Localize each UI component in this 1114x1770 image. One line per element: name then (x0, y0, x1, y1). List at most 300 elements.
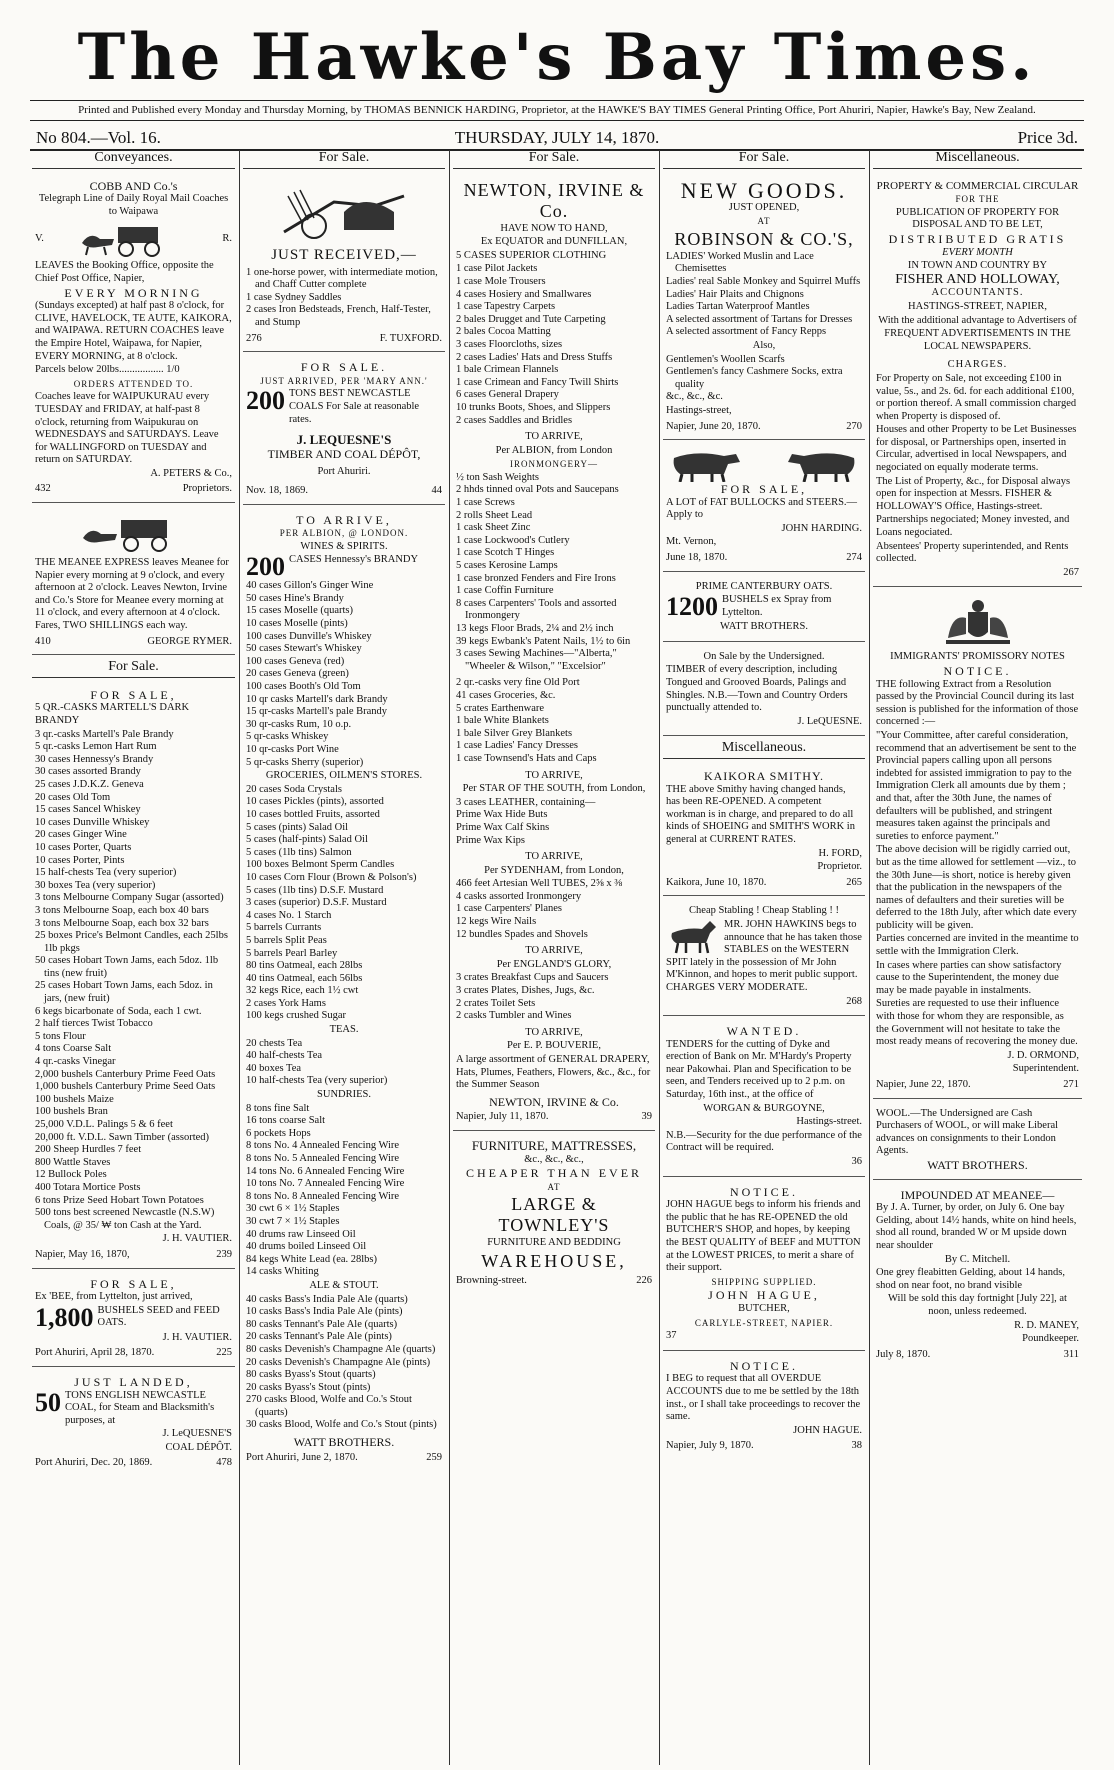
cobb-coaches-ad (32, 175, 235, 503)
list-item: 40 tins Oatmeal, each 56lbs (246, 972, 363, 984)
list-item: 30 casks Blood, Wolfe and Co.'s Stout (pints) (246, 1419, 437, 1431)
ad-subtitle: PER ALBION, @ LONDON. (279, 528, 409, 539)
list-item: 1 case Carpenters' Planes (456, 903, 562, 915)
list-item: 1 case Tapestry Carpets (456, 301, 556, 313)
list-item: 400 Totara Mortice Posts (35, 1181, 141, 1193)
column-divider (869, 150, 870, 1765)
bullock-icon (782, 448, 862, 482)
ad-body: JOHN HAGUE begs to inform his friends and the public that he has RE-OPENED the old BUTCHER'S SHOP, and hopes, by keeping the BEST QUALITY of BEEF and MUTTON at the LOWEST PRICES, to merit a share of their support. (666, 1199, 861, 1274)
ad-place: Hastings-street. (796, 1116, 862, 1128)
list-item: 30 qr-casks Rum, 10 o.p. (246, 718, 352, 730)
ad-number: 36 (851, 1156, 862, 1168)
list-item: 2 cases Iron Bedsteads, French, Half-Tester, and Stump (246, 304, 431, 328)
list-item: 39 kegs Ewbank's Patent Nails, 1½ to 6in (456, 635, 631, 647)
ad-note: SHIPPING SUPPLIED. (711, 1276, 817, 1287)
list-item: 10 cases Dunville Whiskey (35, 816, 150, 828)
ad-title: FOR SALE. (300, 360, 388, 375)
list-heading: TO ARRIVE, (525, 769, 583, 781)
bullock-icon (666, 448, 746, 482)
ad-firm-line: ACCOUNTANTS. (931, 287, 1024, 299)
list-item: 20 chests Tea (246, 1037, 303, 1049)
ad-subtitle: &c., &c., &c., (524, 1153, 584, 1165)
big-number: 200 (246, 552, 285, 582)
ad-title: KAIKORA SMITHY. (703, 769, 825, 783)
list-item: 10 cases Porter, Quarts (35, 841, 132, 853)
item-list (666, 354, 862, 404)
stagecoach-icon (79, 514, 189, 554)
ad-signature: R. D. MANEY, (1014, 1319, 1079, 1331)
list-item: 40 casks Bass's India Pale Ale (quarts) (246, 1293, 408, 1305)
ad-dateline: Nov. 18, 1869. (246, 484, 309, 496)
list-item: 3 cases Floorcloths, sizes (456, 338, 563, 350)
list-item: 30 boxes Tea (very superior) (35, 879, 156, 891)
stagecoach-icon (78, 219, 188, 259)
list-item: Prime Wax Calf Skins (456, 821, 550, 833)
ad-role: Proprietor. (817, 861, 862, 873)
ad-number: 37 (666, 1330, 677, 1342)
list-item: 2 casks Tumbler and Wines (456, 1010, 572, 1022)
ad-lead: 5 QR.-CASKS MARTELL'S DARK BRANDY (35, 702, 190, 726)
column-divider (449, 150, 450, 1765)
wool-ad (873, 1103, 1082, 1180)
column-1 (32, 150, 235, 1765)
imprint-line: Printed and Published every Monday and Thursday Morning, by THOMAS BENNICK HARDING, Proprietor, at the HAWKE'S BAY TIMES General Printing Office, Port Ahuriri, Napier, Hawke's Bay, New Zealand. (78, 104, 1036, 116)
ad-number: 478 (216, 1457, 232, 1469)
issue-number: No 804.—Vol. 16. (36, 128, 161, 147)
list-item: 50 cases Stewart's Whiskey (246, 643, 362, 655)
list-item: Ladies' real Sable Monkey and Squirrel Muffs (666, 275, 861, 287)
coach-cut (35, 219, 232, 259)
section-header: For Sale. (32, 659, 235, 678)
list-item: 1 case Sydney Saddles (246, 291, 342, 303)
list-item: 8 tons No. 4 Annealed Fencing Wire (246, 1140, 400, 1152)
ad-number: 226 (636, 1274, 652, 1286)
list-item: 50 cases Hine's Brandy (246, 592, 344, 604)
list-item: 80 casks Tennant's Pale Ale (quarts) (246, 1318, 398, 1330)
ad-signature: NEWTON, IRVINE & Co. (489, 1094, 619, 1109)
list-item: 30 cwt 6 × 1½ Staples (246, 1203, 340, 1215)
list-item: 4 cases No. 1 Starch (246, 909, 332, 921)
list-item: 1 bale White Blankets (456, 715, 549, 727)
ad-number: 432 (35, 483, 51, 495)
list-item: 2 cases Saddles and Bridles (456, 414, 573, 426)
section-header: Miscellaneous. (663, 740, 865, 759)
list-item: 466 feet Artesian Well TUBES, 2⅝ x ⅜ (456, 878, 623, 890)
list-item: 5 crates Earthenware (456, 702, 545, 714)
list-item: 500 tons best screened Newcastle (N.S.W) Coals, @ 35/ ₩ ton Cash at the Yard. (35, 1207, 215, 1231)
list-item: 100 cases Geneva (red) (246, 655, 345, 667)
ad-dateline: June 18, 1870. (666, 552, 728, 564)
ad-title: PRIME CANTERBURY OATS. (695, 580, 833, 592)
list-item: 2 bales Cocoa Matting (456, 326, 551, 338)
newton-irvine-ad (453, 175, 655, 1131)
ad-place: Port Ahuriri. (317, 466, 371, 478)
section-header: For Sale. (453, 150, 655, 169)
list-item: 20 casks Devenish's Champagne Ale (pints) (246, 1356, 431, 1368)
ad-signature: WATT BROTHERS. (720, 621, 808, 633)
ad-lead: CASES Hennessy's BRANDY (289, 554, 419, 566)
just-landed-ad (32, 1371, 235, 1476)
ad-signature: JOHN HAGUE, (708, 1288, 820, 1303)
list-item: A selected assortment of Tartans for Dresses (666, 313, 853, 325)
list-item: 1 bale Crimean Flannels (456, 364, 559, 376)
column-3 (453, 150, 655, 1765)
ad-title: On Sale by the Undersigned. (703, 650, 825, 662)
list-item: 2 half tierces Twist Tobacco (35, 1018, 153, 1030)
list-item: 5 cases (pints) Salad Oil (246, 821, 349, 833)
list-item: 1 case Scotch T Hinges (456, 547, 555, 559)
list-item: A selected assortment of Fancy Repps (666, 326, 827, 338)
list-item: 10 tons No. 7 Annealed Fencing Wire (246, 1178, 405, 1190)
item-list (246, 1294, 442, 1433)
list-item: 5 barrels Pearl Barley (246, 947, 338, 959)
list-item: 20 casks Byass's Stout (pints) (246, 1381, 371, 1393)
list-subheading: Per SYDENHAM, from London, (484, 864, 624, 876)
column-divider (239, 150, 240, 1765)
list-item: THE following Extract from a Resolution passed by the Provincial Council during its last session is published for the information of those concerned :— (876, 678, 1079, 728)
list-heading: TO ARRIVE, (525, 945, 583, 957)
big-number: 50 (35, 1387, 61, 1417)
list-item: Partnerships negociated; Money invested, and Loans negociated. (876, 514, 1070, 539)
list-item: 6 cases General Drapery (456, 389, 559, 401)
ad-title: Cheap Stabling ! Cheap Stabling ! ! (689, 905, 839, 917)
list-item: 20 casks Tennant's Pale Ale (pints) (246, 1331, 392, 1343)
list-heading: GROCERIES, OILMEN'S STORES. (265, 770, 423, 782)
list-item: 2 rolls Sheet Lead (456, 509, 533, 521)
ad-dateline: Napier, May 16, 1870, (35, 1248, 130, 1260)
list-item: 30 cases Hennessy's Brandy (35, 753, 154, 765)
list-heading: ALE & STOUT. (309, 1279, 379, 1291)
list-item: 5 qr-casks Whiskey (246, 731, 329, 743)
list-item: 80 casks Devenish's Champagne Ale (quarts) (246, 1343, 436, 1355)
lequesne-coal-ad (243, 356, 445, 504)
ad-note: Also, (752, 339, 776, 351)
ad-number: 410 (35, 635, 51, 647)
ad-firm-line: TIMBER AND COAL DÉPÔT, (267, 446, 421, 461)
list-item: 3 cases (superior) D.S.F. Mustard (246, 897, 387, 909)
big-number: 200 (246, 386, 285, 416)
ad-signature: J. D. ORMOND, (1007, 1049, 1079, 1061)
item-list (246, 267, 442, 330)
item-list (246, 784, 442, 1023)
list-item: Prime Wax Hide Buts (456, 809, 548, 821)
ad-signature: A. PETERS & Co., (150, 467, 232, 479)
ad-dateline: Port Ahuriri, June 2, 1870. (246, 1451, 358, 1463)
ad-body: A large assortment of GENERAL DRAPERY, Hats, Plumes, Feathers, Flowers, &c., &c., for the Summer Season (456, 1054, 651, 1091)
list-item: 2 qr.-casks very fine Old Port (456, 677, 580, 689)
section-header: For Sale. (663, 150, 865, 169)
ad-title: TO ARRIVE, (296, 512, 392, 527)
ad-note: AT (757, 216, 771, 227)
ad-number: 239 (216, 1248, 232, 1260)
ad-signature: WATT BROTHERS. (927, 1157, 1028, 1172)
ad-place: CARLYLE-STREET, NAPIER. (694, 1317, 834, 1328)
list-item: 12 Bullock Poles (35, 1169, 107, 1181)
bee-oats-ad (32, 1273, 235, 1367)
section-header: Miscellaneous. (873, 150, 1082, 169)
ad-body: LEAVES the Booking Office, opposite the Chief Post Office, Napier, (35, 260, 214, 284)
list-item: Ladies' Hair Plaits and Chignons (666, 288, 804, 300)
ad-subtitle: IN TOWN AND COUNTRY BY (907, 260, 1048, 272)
list-item: The above decision will be rigidly carried out, but as the time allowed for settlement —viz., to the 30th June—is short, notice is hereby given that the publication in the newspapers of the names of defaulters and their sureties will be deferred to the 18th July, after which date every publicity will be given. (876, 844, 1077, 931)
ad-dateline: Napier, July 9, 1870. (666, 1440, 754, 1452)
list-item: 20,000 ft. V.D.L. Sawn Timber (assorted) (35, 1131, 210, 1143)
ad-body: THE MEANEE EXPRESS leaves Meanee for Napier every morning at 9 o'clock, and every afternoon at 2 o'clock. Leaves Newton, Irvine and Co.'s Store for Meanee every morning at 11 o'clock, and every afternoon at 4 o'clock. Fares, TWO SHILLINGS each way. (35, 557, 229, 632)
ad-lead: Ex 'BEE, from Lyttelton, just arrived, (35, 1291, 193, 1303)
item-list (456, 677, 652, 765)
item-list (666, 251, 862, 339)
ad-body: MR. JOHN HAWKINS begs to announce that he has taken those STABLES on the WESTERN SPIT lately in the possession of Mr John M'Kinnon, and hopes to merit public support. CHARGES VERY MODERATE. (666, 918, 862, 993)
ad-dateline: Napier, June 20, 1870. (666, 420, 761, 432)
wanted-ad (663, 1020, 865, 1177)
list-item: 25,000 V.D.L. Palings 5 & 6 feet (35, 1119, 173, 1130)
item-list (456, 263, 652, 427)
list-item: 1 case Pilot Jackets (456, 263, 538, 275)
list-item: 2 bales Drugget and Tute Carpeting (456, 313, 606, 325)
ad-title: NOTICE. (730, 1184, 798, 1199)
list-item: 20 cases Geneva (green) (246, 668, 349, 680)
ad-number: 39 (641, 1111, 652, 1123)
meanee-express-ad (32, 507, 235, 655)
ad-role: Superintendent. (1012, 1063, 1079, 1075)
ad-number: 44 (431, 484, 442, 496)
item-list (246, 1103, 442, 1279)
masthead-rule (30, 100, 1084, 101)
ad-role: Poundkeeper. (1022, 1333, 1079, 1345)
list-item: 5 barrels Split Peas (246, 934, 327, 946)
reaping-machine-icon (274, 182, 414, 242)
ad-emphasis: FREQUENT ADVERTISEMENTS IN THE LOCAL NEWSPAPERS. (884, 328, 1071, 352)
newspaper-title: The Hawke's Bay Times. (77, 20, 1037, 95)
list-heading: TEAS. (329, 1024, 359, 1036)
list-item: 1 case Crimean and Fancy Twill Shirts (456, 376, 619, 388)
list-item: 5 cases (1lb tins) Salmon (246, 846, 352, 858)
dateline (30, 126, 1084, 150)
ad-body: Coaches leave for WAIPUKURAU every TUESDAY and FRIDAY, at half-past 8 o'clock, returning from Waipukurau on WEDNESDAYS and SATURDAYS. Leave for WALLINGFORD on TUESDAY and return on SATURDAY. (35, 391, 219, 466)
list-item: 4 casks assorted Ironmongery (456, 890, 582, 902)
ad-signature: J. H. VAUTIER. (162, 1331, 232, 1343)
list-item: 1,000 bushels Canterbury Prime Seed Oats (35, 1081, 216, 1093)
list-item: 20 cases Ginger Wine (35, 829, 127, 841)
ad-place: HASTINGS-STREET, NAPIER, (908, 300, 1047, 312)
list-item: 10 cases Corn Flour (Brown & Polson's) (246, 871, 417, 883)
list-item: The List of Property, &c., for Disposal always open for inspection at Messrs. FISHER & HOLLOWAY'S Office, Hastings-street. (876, 475, 1071, 512)
timber-ad (663, 646, 865, 737)
column-5 (873, 150, 1082, 1765)
list-item: 5 cases (1lb tins) D.S.F. Mustard (246, 884, 384, 896)
list-item: 80 casks Byass's Stout (quarts) (246, 1369, 376, 1381)
list-item: 10 qr casks Martell's dark Brandy (246, 693, 388, 705)
list-item: 100 bushels Bran (35, 1106, 108, 1118)
item-list (456, 797, 652, 847)
ad-number: 259 (426, 1451, 442, 1463)
issue-date: THURSDAY, JULY 14, 1870. (454, 128, 660, 147)
list-item: 1 case Screws (456, 497, 515, 509)
list-item: 1 case Townsend's Hats and Caps (456, 752, 597, 764)
list-item: 30 cases assorted Brandy (35, 766, 141, 778)
list-item: 3 crates Plates, Dishes, Jugs, &c. (456, 985, 595, 997)
ad-firm-line: WAREHOUSE, (481, 1250, 627, 1271)
ad-title: JUST RECEIVED,— (271, 246, 417, 263)
ad-body: Will be sold this day fortnight [July 22], at noon, unless redeemed. (888, 1293, 1067, 1317)
list-item: 5 qr.-casks Lemon Hart Rum (35, 741, 157, 753)
ad-subtitle: NOTICE. (943, 664, 1012, 678)
ad-title: COBB AND Co.'s (89, 178, 178, 193)
list-item: 10 trunks Boots, Shoes, and Slippers (456, 401, 611, 413)
ad-body: TIMBER of every description, including Tongued and Grooved Boards, Palings and Shingles. N.B.—Town and Country Orders punctually attended to. (666, 664, 848, 714)
list-item: 10 cases bottled Fruits, assorted (246, 808, 380, 820)
ad-number: 311 (1063, 1348, 1079, 1360)
ad-signature: H. FORD, (818, 847, 862, 859)
list-item: 200 Sheep Hurdles 7 feet (35, 1144, 142, 1156)
impounded-ad (873, 1184, 1082, 1368)
list-item: 5 cases Kerosine Lamps (456, 560, 558, 572)
list-item: 12 bundles Spades and Shovels (456, 928, 588, 940)
list-item: 100 boxes Belmont Sperm Candles (246, 859, 395, 871)
list-item: 100 bushels Maize (35, 1093, 114, 1105)
ad-title: IMPOUNDED AT MEANEE— (900, 1187, 1055, 1202)
list-item: Parties concerned are invited in the meantime to settle with the Immigration Clerk. (876, 933, 1079, 958)
list-subheading: Per E. P. BOUVERIE, (507, 1040, 601, 1052)
list-item: Gentlemen's fancy Cashmere Socks, extra quality (666, 366, 843, 390)
ad-signature: JOHN HAGUE. (793, 1424, 862, 1436)
ad-dateline: Port Ahuriri, April 28, 1870. (35, 1347, 155, 1359)
issue-price: Price 3d. (1017, 128, 1078, 147)
ad-subtitle: JUST ARRIVED, PER 'MARY ANN.' (260, 375, 428, 386)
list-item: 40 half-chests Tea (246, 1050, 323, 1062)
ad-body: BUSHELS ex Spray from Lyttelton. (722, 594, 832, 618)
ad-signature: WATT BROTHERS. (293, 1435, 395, 1450)
list-item: 8 cases Carpenters' Tools and assorted Ironmongery (456, 597, 617, 622)
list-item: 2 cases York Hams (246, 997, 326, 1009)
coach-cut-left-initial: V. (35, 233, 44, 245)
list-item: 1 case Lockwood's Cutlery (456, 534, 570, 546)
list-item: 8 tons No. 5 Annealed Fencing Wire (246, 1153, 400, 1164)
list-item: 20 cases Soda Crystals (246, 783, 342, 795)
big-number: 1200 (666, 592, 718, 622)
list-item: 8 tons No. 8 Annealed Fencing Wire (246, 1190, 400, 1202)
list-item: 3 tons Melbourne Company Sugar (assorted) (35, 892, 224, 904)
watt-brothers-ad (243, 509, 445, 1471)
list-item: 40 cases Gillon's Ginger Wine (246, 580, 374, 592)
overdue-accounts-ad (663, 1355, 865, 1459)
list-item: 6 pockets Hops (246, 1127, 311, 1139)
list-item: 800 Wattle Staves (35, 1156, 111, 1168)
big-number: 1,800 (35, 1302, 94, 1332)
ad-place: Mt. Vernon, (666, 536, 717, 548)
butcher-notice-ad (663, 1181, 865, 1351)
ad-number: 38 (851, 1440, 862, 1452)
ad-body: With the additional advantage to Advertisers of (878, 314, 1077, 326)
large-townley-ad (453, 1135, 655, 1294)
list-item: 3 tons Melbourne Soap, each box 40 bars (35, 904, 209, 916)
list-item: 10 cases Porter, Pints (35, 854, 125, 866)
ad-title: NEWTON, IRVINE & Co. (463, 179, 645, 221)
ad-note: ORDERS ATTENDED TO. (73, 378, 194, 389)
ad-body: TONS BEST NEWCASTLE COALS For Sale at reasonable rates. (289, 388, 420, 425)
list-item: 13 kegs Floor Brads, 2¼ and 2½ inch (456, 623, 614, 634)
canterbury-oats-ad (663, 576, 865, 642)
list-item: 1 case Mole Trousers (456, 275, 546, 287)
paragraph-list (876, 373, 1079, 566)
ad-dateline: Browning-street. (456, 1274, 527, 1286)
royal-arms-icon (938, 598, 1018, 648)
ad-emphasis: DISTRIBUTED GRATIS (888, 231, 1067, 246)
list-item: &c., &c., &c. (666, 391, 723, 403)
item-list (35, 729, 232, 1233)
list-item: 15 cases Moselle (quarts) (246, 605, 354, 617)
ad-number: 267 (1063, 566, 1079, 578)
list-item: 30 cwt 7 × 1½ Staples (246, 1215, 340, 1227)
ad-body: A LOT of FAT BULLOCKS and STEERS.—Apply to (666, 496, 858, 521)
ad-number: 225 (216, 1347, 232, 1359)
list-item: 100 kegs crushed Sugar (246, 1010, 347, 1022)
ad-body: THE above Smithy having changed hands, has been RE-OPENED. A competent workman is in charge, and prepared to do all kinds of SHOEING and SMITH'S WORK in general at CURRENT RATES. (666, 783, 855, 845)
list-item: 20 cases Old Tom (35, 791, 111, 803)
column-divider (659, 150, 660, 1765)
list-item: In cases where parties can show satisfactory cause to the Superintendent, the money due may be made payable in instalments. (876, 959, 1062, 996)
ad-firm-line: FURNITURE AND BEDDING (487, 1237, 621, 1249)
list-item: 40 boxes Tea (246, 1062, 302, 1074)
ad-signature: WORGAN & BURGOYNE, (703, 1102, 825, 1114)
list-item: 5 cases (half-pints) Salad Oil (246, 834, 368, 846)
list-item: 1 one-horse power, with intermediate motion, and Chaff Cutter complete (246, 266, 438, 291)
ad-note: N.B.—Security for the due performance of the Contract will be required. (666, 1129, 862, 1154)
list-item: 5 tons Flour (35, 1030, 86, 1042)
ad-body: Parcels below 20lbs................. 1/0 (35, 364, 180, 376)
list-item: 1 case bronzed Fenders and Fire Irons (456, 572, 616, 584)
list-item: 3 cases LEATHER, containing— (456, 796, 596, 808)
ad-firm: ROBINSON & CO.'S, (674, 228, 854, 249)
list-item: 6 tons Prize Seed Hobart Town Potatoes (35, 1194, 204, 1206)
list-item: 84 kegs White Lead (ea. 28lbs) (246, 1253, 378, 1265)
item-list (456, 472, 652, 674)
ad-number: 270 (846, 420, 862, 432)
list-heading: TO ARRIVE, (525, 851, 583, 863)
list-item: 3 cases Sewing Machines—"Alberta," "Wheeler & Wilson," "Excelsior" (456, 648, 617, 672)
item-list (246, 580, 442, 769)
ad-dateline: Napier, July 11, 1870. (456, 1111, 549, 1123)
ad-body: (Sundays excepted) at half past 8 o'clock, for CLIVE, HAVELOCK, TE AUTE, KAIKORA, and WAIPAWA. RETURN COACHES leave the Empire Hotel, Waipawa, for Napier, EVERY MORNING, at 8 o'clock. (35, 300, 232, 362)
list-item: 10 casks Bass's India Pale Ale (pints) (246, 1306, 403, 1318)
ad-title: PROPERTY & COMMERCIAL CIRCULAR (876, 179, 1079, 192)
masthead (30, 0, 1084, 140)
list-item: 40 drums boiled Linseed Oil (246, 1241, 367, 1253)
list-item: 14 casks Whiting (246, 1266, 319, 1278)
coach-cut-right-initial: R. (222, 233, 232, 245)
list-item: 15 qr-casks Martell's pale Brandy (246, 706, 388, 718)
list-item: 100 cases Dunville's Whiskey (246, 630, 372, 642)
list-item: 3 crates Breakfast Cups and Saucers (456, 972, 609, 984)
ad-firm: J. LEQUESNE'S (296, 432, 392, 448)
ad-title: FOR SALE, (720, 482, 808, 497)
ad-signature: J. LeQUESNE. (797, 715, 862, 727)
immigrants-notes-ad (873, 591, 1082, 1098)
masthead-rule (30, 120, 1084, 121)
ad-body: BUSHELS SEED and FEED OATS. (97, 1304, 220, 1329)
list-item: 25 cases Hobart Town Jams, each 5doz. in jars, (new fruit) (35, 980, 213, 1005)
ad-number: 271 (1063, 1079, 1079, 1090)
list-subheading: Per ENGLAND'S GLORY, (496, 958, 612, 970)
kaikora-smithy-ad (663, 765, 865, 896)
ad-lead: 5 CASES SUPERIOR CLOTHING (456, 249, 607, 261)
fat-bullocks-ad (663, 444, 865, 572)
list-item: 5 barrels Currants (246, 922, 322, 934)
ad-body: One grey fleabitten Gelding, about 14 hands, shod on near foot, no brand visible (876, 1267, 1065, 1291)
column-2 (243, 150, 445, 1765)
list-item: 80 tins Oatmeal, each 28lbs (246, 960, 363, 972)
ad-signature-line: COAL DÉPÔT. (165, 1441, 232, 1453)
